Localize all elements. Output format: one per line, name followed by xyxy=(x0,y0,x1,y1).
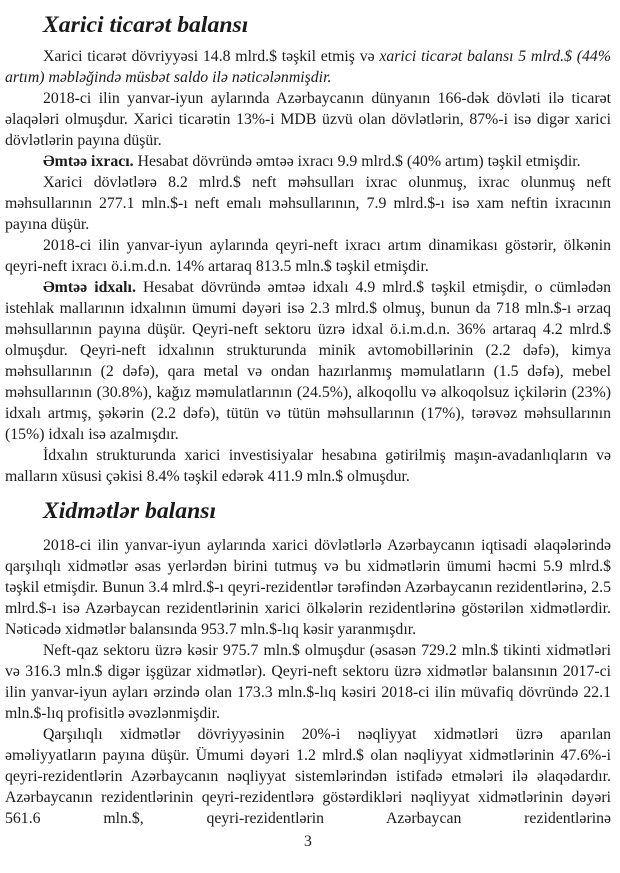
paragraph-transport-services xyxy=(5,724,611,829)
paragraph-import-structure xyxy=(5,445,611,487)
text-run-bold: Əmtəə ixracı. xyxy=(43,153,138,170)
text-run: Hesabat dövründə əmtəə ixracı 9.9 mlrd.$ (40% artım) təşkil etmişdir. xyxy=(137,153,581,170)
section-foreign-trade-balance xyxy=(5,12,611,487)
paragraph-oil-exports xyxy=(5,172,611,235)
page-number: 3 xyxy=(304,833,312,850)
paragraph-non-oil-exports xyxy=(5,235,611,277)
paragraph-imports xyxy=(5,277,611,445)
text-run: 2018-ci ilin yanvar-iyun aylarında qeyri-neft ixracı artım dinamikası göstərir, ölkənin qeyri-neft ixracı ö.i.m.d.n. 14% artaraq 813.5 mln.$ təşkil etmişdir. xyxy=(5,237,611,275)
section-heading-services: Xidmətlər balansı xyxy=(43,498,217,524)
text-run: İdxalın strukturunda xarici investisiyalar hesabına gətirilmiş maşın-avadanlıqların və malların xüsusi çəkisi 8.4% təşkil edərək 411.9 mln.$ olmuşdur. xyxy=(5,447,611,485)
paragraph-exports xyxy=(5,151,611,172)
section-heading-foreign-trade: Xarici ticarət balansı xyxy=(43,12,249,38)
paragraph-services-overview xyxy=(5,535,611,640)
text-run: Neft-qaz sektoru üzrə kəsir 975.7 mln.$ olmuşdur (əsasən 729.2 mln.$ tikinti xidmətləri və 316.3 mln.$ digər işgüzar xidmətlər). Qeyri-neft sektoru üzrə xidmətlər balansının 2017-ci ilin yanvar-iyun ayları ərzində olan 173.3 mln.$-lıq kəsiri 2018-ci ilin müvafiq dövründə 22.1 mln.$-lıq profisitlə əvəzlənmişdir. xyxy=(5,642,611,722)
text-run: Hesabat dövründə əmtəə idxalı 4.9 mlrd.$ təşkil etmişdir, o cümlədən istehlak mallarının idxalının ümumi dəyəri isə 2.3 mlrd.$ olmuş, bunun da 718 mln.$-ı ərzaq məhsullarının payına düşür. Qeyri-neft sektoru üzrə idxal ö.i.m.d.n. 36% artaraq 4.2 mlrd.$ olmuşdur. Qeyri-neft idxalının strukturunda minik avtomobillərinin (2.2 dəfə), kimya məhsullarının (2 dəfə), qara metal və ondan hazırlanmış məmulatların (1.5 dəfə), mebel məhsullarının (30.8%), kağız məmulatlarının (24.5%), alkoqollu və alkoqolsuz içkilərin (23%) idxalı artmış, şəkərin (2.2 dəfə), tütün və tütün məhsullarının (17%), tərəvəz məhsullarının (15%) idxalı isə azalmışdır. xyxy=(5,279,611,443)
text-run: 2018-ci ilin yanvar-iyun aylarında xarici dövlətlərlə Azərbaycanın iqtisadi əlaqələrində qarşılıqlı xidmətlər əsas yerlərdən birini tutmuş və bu xidmətlərin ümumi həcmi 5.9 mlrd.$ təşkil etmişdir. Bunun 3.4 mlrd.$-ı qeyri-rezidentlər tərəfindən Azərbaycanın rezidentlərinə, 2.5 mlrd.$-ı isə Azərbaycan rezidentlərinin xarici ölkələrin rezidentlərinə göstərilən xidmətlərdir. Nəticədə xidmətlər balansında 953.7 mln.$-lıq kəsir yaranmışdır. xyxy=(5,537,611,638)
paragraph-trade-partners xyxy=(5,88,611,151)
text-run: 2018-ci ilin yanvar-iyun aylarında Azərbaycanın dünyanın 166-dək dövləti ilə ticarət əlaqələri olmuşdur. Xarici ticarətin 13%-i MDB üzvü olan dövlətlərin, 87%-i isə digər xarici dövlətlərin payına düşür. xyxy=(5,90,611,149)
section-services-balance xyxy=(5,498,611,829)
paragraph-oil-gas-deficit xyxy=(5,640,611,724)
text-run: Xarici ticarət dövriyyəsi 14.8 mlrd.$ təşkil etmiş və xyxy=(43,48,380,65)
text-run: Xarici dövlətlərə 8.2 mlrd.$ neft məhsulları ixrac olunmuş, ixrac olunmuş neft məhsullarının 277.1 mln.$-ı neft emalı məhsullarının, 7.9 mlrd.$-ı isə xam neftin ixracının payına düşür. xyxy=(5,174,611,233)
text-run-italic: xarici ticarət balansı 5 mlrd.$ (44% artım) məbləğində müsbət saldo ilə nəticələnmişdir. xyxy=(5,48,611,86)
paragraph-trade-turnover xyxy=(5,46,611,88)
text-run-bold: Əmtəə idxalı. xyxy=(43,279,143,296)
text-run: Qarşılıqlı xidmətlər dövriyyəsinin 20%-i nəqliyyat xidmətləri üzrə aparılan əməliyyatların payına düşür. Ümumi dəyəri 1.2 mlrd.$ olan nəqliyyat xidmətlərinin 47.6%-i qeyri-rezidentlərin Azərbaycanın nəqliyyat sistemlərindən istifadə etmələri ilə əlaqədardır. Azərbaycanın rezidentlərinin qeyri-rezidentlərə göstərdikləri nəqliyyat xidmətlərinin dəyəri 561.6 mln.$, qeyri-rezidentlərin Azərbaycan rezidentlərinə xyxy=(5,726,611,827)
